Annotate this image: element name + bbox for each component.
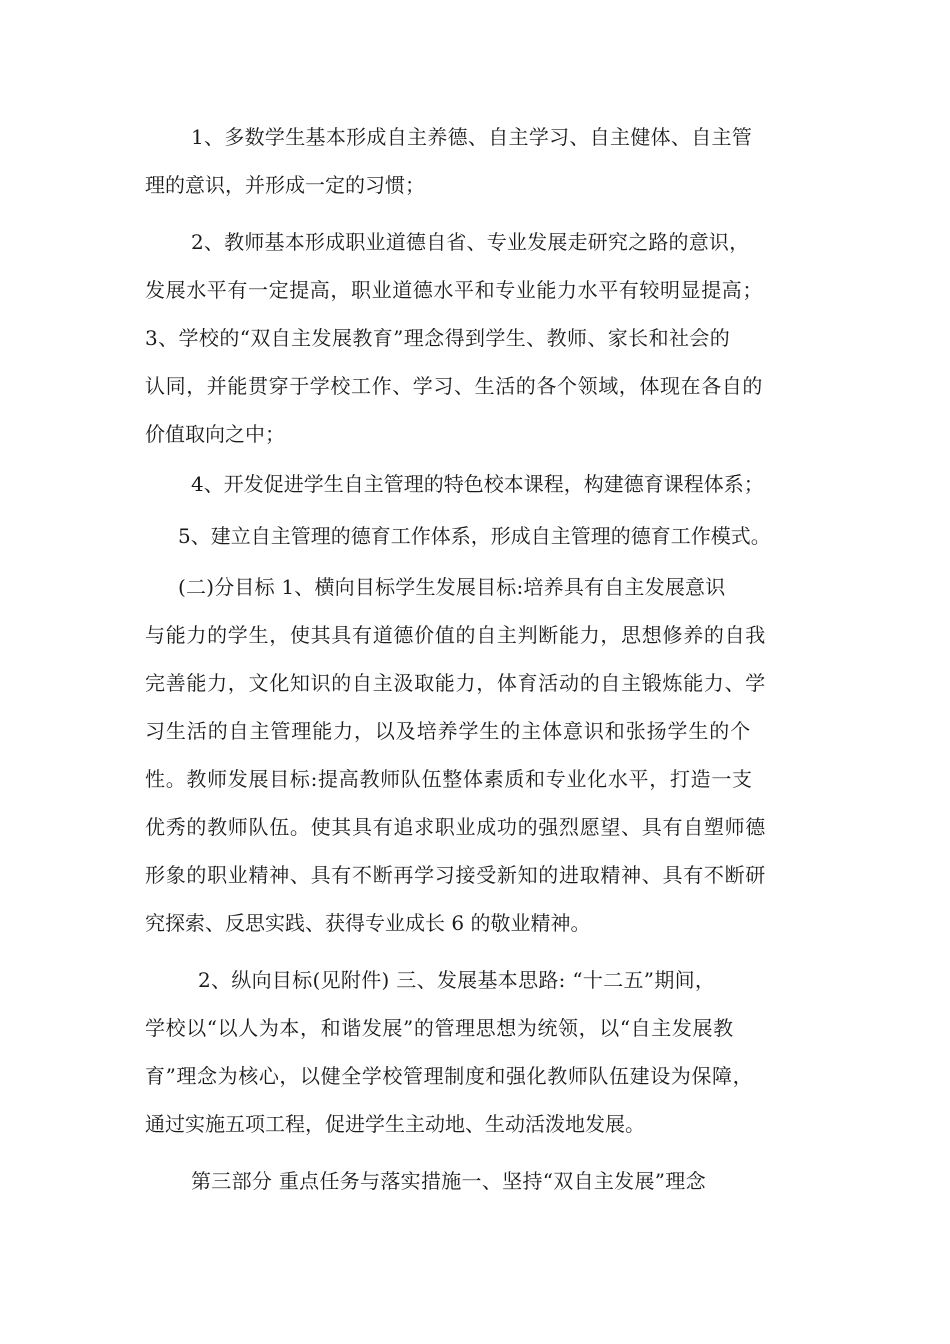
paragraph-line: 2、教师基本形成职业道德自省、专业发展走研究之路的意识，	[191, 230, 750, 254]
paragraph-line: 究探索、反思实践、获得专业成长 6 的敬业精神。	[145, 911, 591, 935]
paragraph-line: 通过实施五项工程，促进学生主动地、生动活泼地发展。	[145, 1112, 645, 1136]
paragraph-line: (二)分目标 1、横向目标学生发展目标:培养具有自主发展意识	[178, 575, 726, 599]
paragraph-line: 优秀的教师队伍。使其具有追求职业成功的强烈愿望、具有自塑师德	[145, 815, 766, 839]
paragraph-line: 理的意识，并形成一定的习惯；	[145, 173, 425, 197]
paragraph-line: 学校以“以人为本，和谐发展”的管理思想为统领，以“自主发展教	[145, 1016, 734, 1040]
paragraph-line: 发展水平有一定提高，职业道德水平和专业能力水平有较明显提高；	[145, 278, 763, 302]
paragraph-line: 认同，并能贯穿于学校工作、学习、生活的各个领域，体现在各自的	[145, 374, 763, 398]
paragraph-line: 完善能力，文化知识的自主汲取能力，体育活动的自主锻炼能力、学	[145, 671, 766, 695]
paragraph-line: 3、学校的“双自主发展教育”理念得到学生、教师、家长和社会的	[145, 326, 731, 350]
paragraph-line: 4、开发促进学生自主管理的特色校本课程，构建德育课程体系；	[191, 472, 764, 496]
paragraph-line: 习生活的自主管理能力，以及培养学生的主体意识和张扬学生的个	[145, 719, 752, 743]
paragraph-line: 价值取向之中；	[145, 422, 285, 446]
paragraph-line: 1、多数学生基本形成自主养德、自主学习、自主健体、自主管	[191, 125, 753, 149]
paragraph-line: 形象的职业精神、具有不断再学习接受新知的进取精神、具有不断研	[145, 863, 766, 887]
paragraph-line: 5、建立自主管理的德育工作体系，形成自主管理的德育工作模式。	[178, 524, 771, 548]
paragraph-line: 性。教师发展目标:提高教师队伍整体素质和专业化水平，打造一支	[145, 767, 753, 791]
paragraph-line: 2、纵向目标(见附件) 三、发展基本思路: “十二五”期间，	[198, 968, 716, 992]
paragraph-line: 与能力的学生，使其具有道德价值的自主判断能力，思想修养的自我	[145, 623, 766, 647]
paragraph-line: 育”理念为核心，以健全学校管理制度和强化教师队伍建设为保障，	[145, 1064, 754, 1088]
paragraph-line: 第三部分 重点任务与落实措施一、坚持“双自主发展”理念	[191, 1169, 706, 1193]
